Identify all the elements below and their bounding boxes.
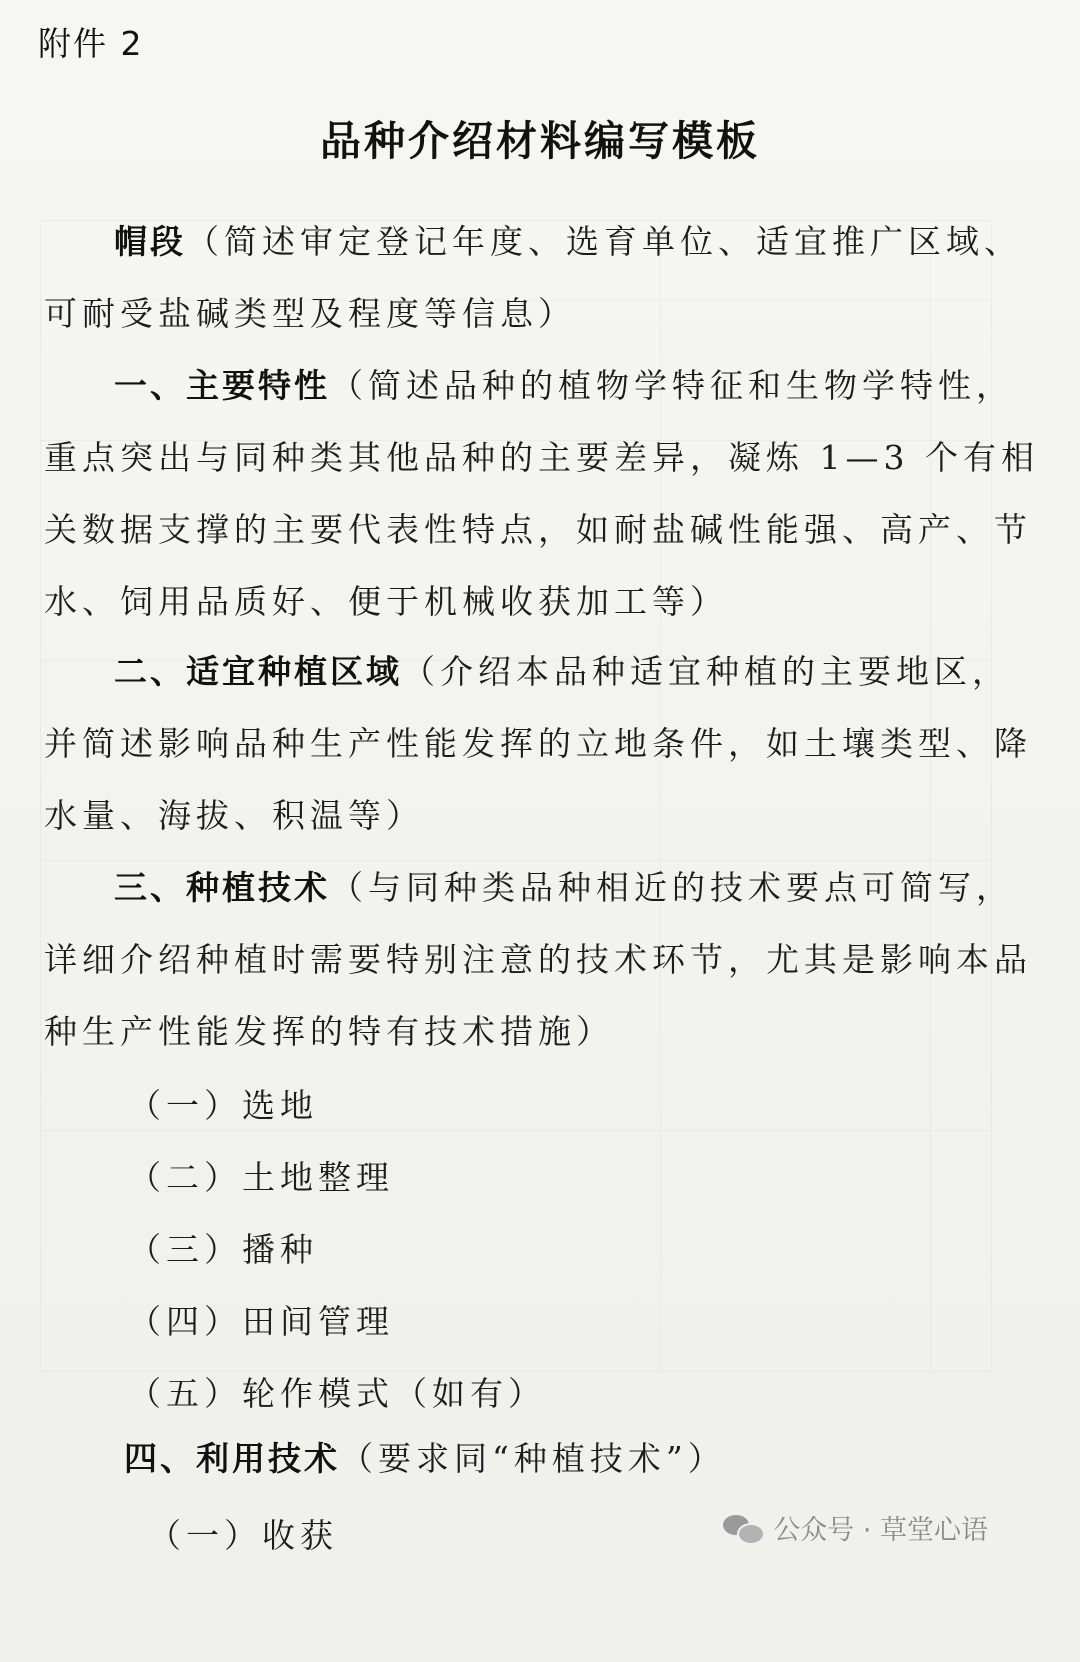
watermark bbox=[723, 1508, 988, 1547]
section-text: （介绍本品种适宜种植的主要地区，并简述影响品种生产性能发挥的立地条件，如土壤类型、降水量、海拔、积温等） bbox=[44, 652, 1032, 835]
section-lead: 四、利用技术 bbox=[124, 1439, 340, 1478]
intro-lead: 帽段 bbox=[114, 222, 186, 261]
section-text: （简述品种的植物学特征和生物学特性，重点突出与同种类其他品种的主要差异，凝炼 1—3 个有相关数据支撑的主要代表性特点，如耐盐碱性能强、高产、节水、饲用品质好、便于机械收获加工等） bbox=[44, 366, 1039, 621]
intro-paragraph bbox=[44, 206, 1044, 350]
page-title: 品种介绍材料编写模板 bbox=[320, 117, 760, 165]
list-item: （四）田间管理 bbox=[128, 1302, 394, 1341]
wechat-icon bbox=[723, 1513, 763, 1543]
section-lead: 一、主要特性 bbox=[114, 366, 330, 405]
section-text: （与同种类品种相近的技术要点可简写，详细介绍种植时需要特别注意的技术环节，尤其是影响本品种生产性能发挥的特有技术措施） bbox=[44, 868, 1032, 1051]
attachment-label: 附件 2 bbox=[38, 24, 144, 63]
list-item: （五）轮作模式（如有） bbox=[128, 1374, 546, 1413]
section-utilization-technique bbox=[124, 1423, 1024, 1495]
section-planting-technique bbox=[44, 852, 1044, 1068]
section-text: （要求同“种植技术”） bbox=[340, 1439, 726, 1478]
list-item: （一）收获 bbox=[148, 1516, 338, 1555]
section-lead: 二、适宜种植区域 bbox=[114, 652, 402, 691]
section-main-traits bbox=[44, 350, 1044, 638]
intro-text: （简述审定登记年度、选育单位、适宜推广区域、可耐受盐碱类型及程度等信息） bbox=[44, 222, 1022, 333]
list-item: （一）选地 bbox=[128, 1086, 318, 1125]
section-planting-region bbox=[44, 636, 1044, 852]
watermark-text: 公众号 · 草堂心语 bbox=[773, 1515, 988, 1546]
section-lead: 三、种植技术 bbox=[114, 868, 330, 907]
list-item: （三）播种 bbox=[128, 1230, 318, 1269]
list-item: （二）土地整理 bbox=[128, 1158, 394, 1197]
bleed-through-line bbox=[40, 1130, 990, 1131]
